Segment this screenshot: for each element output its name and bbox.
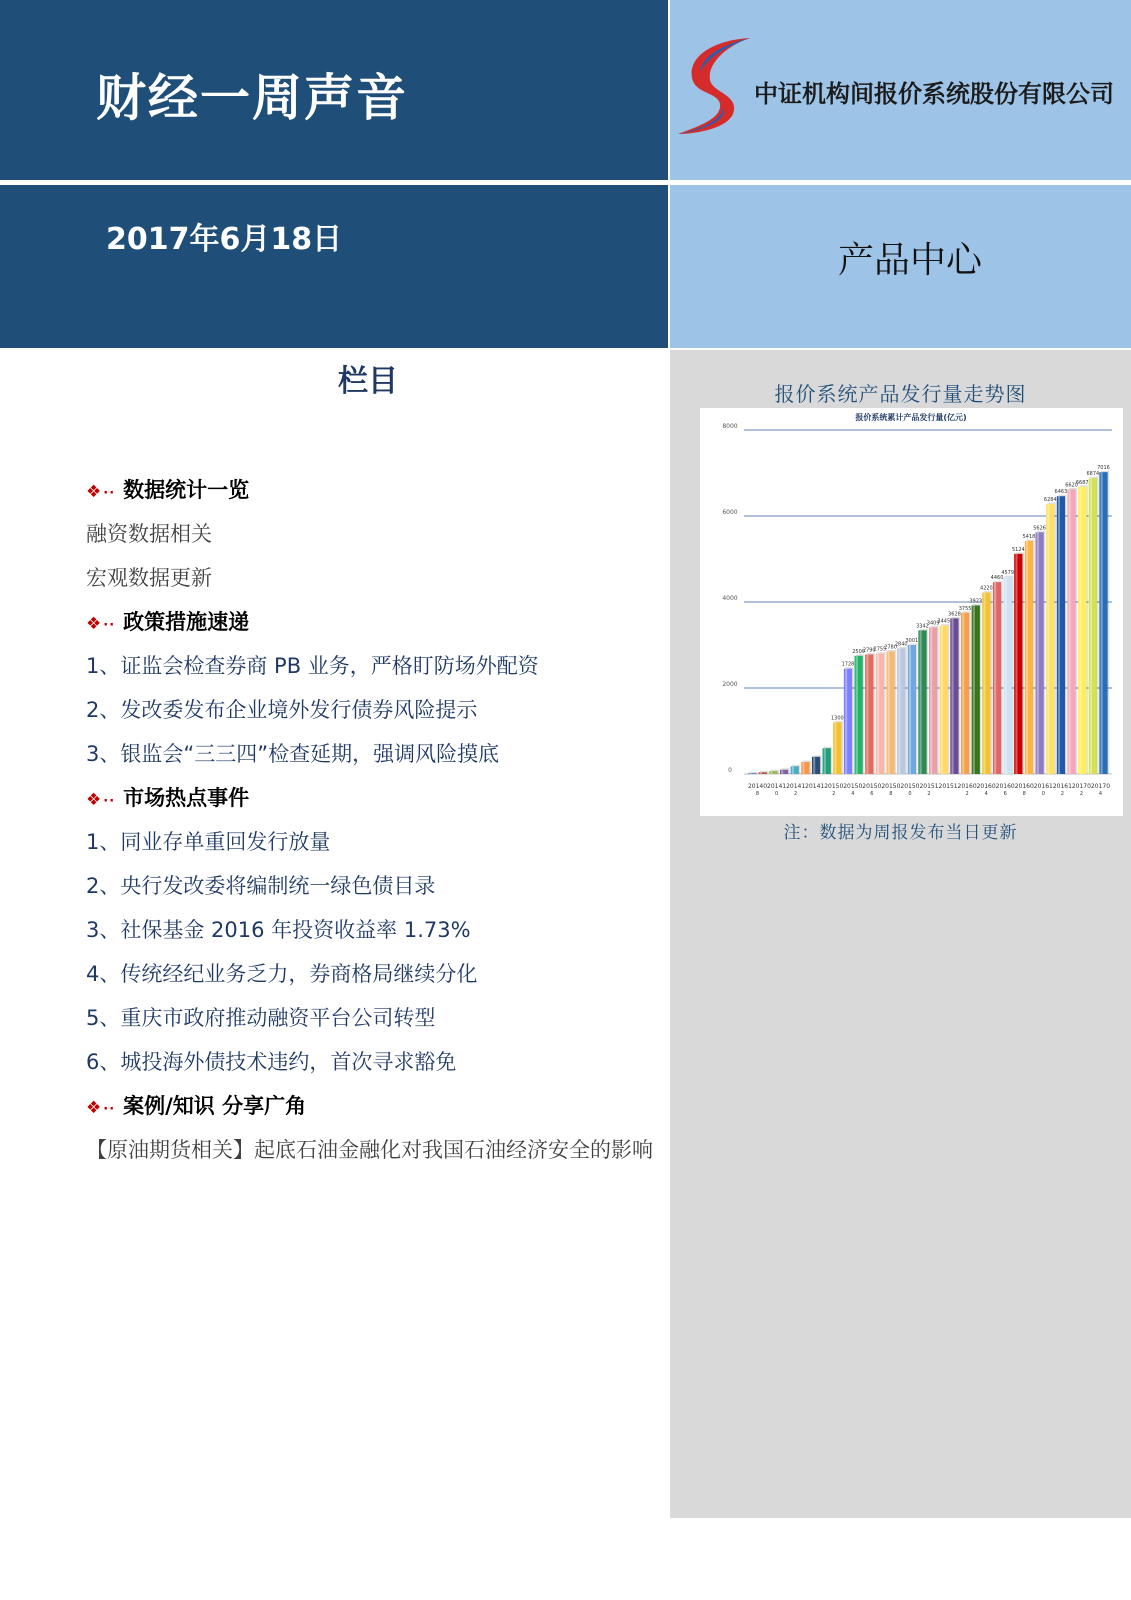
x-tick-sublabel: 2 <box>832 791 836 797</box>
x-tick-label: 20151 <box>938 783 958 790</box>
data-label: 3923 <box>969 598 983 605</box>
chart-caption: 报价系统产品发行量走势图 <box>774 382 1027 406</box>
data-label: 4220 <box>980 585 993 592</box>
bar-highlight <box>792 766 794 774</box>
chart-title: 报价系统累计产品发行量(亿元) <box>855 413 967 422</box>
header-date-band <box>0 185 668 348</box>
x-tick-label: 20160 <box>1014 783 1034 790</box>
x-tick-sublabel: 4 <box>851 791 855 797</box>
bar <box>812 757 820 774</box>
data-label: 5124 <box>1011 546 1025 553</box>
toc-item[interactable]: 5、重庆市政府推动融资平台公司转型 <box>86 1006 436 1030</box>
bar-highlight <box>1090 478 1092 774</box>
toc-section-heading[interactable] <box>86 600 656 644</box>
toc-item[interactable]: 4、传统经纪业务乏力，券商格局继续分化 <box>86 962 478 986</box>
x-tick-sublabel: 2 <box>927 791 931 797</box>
x-tick-label: 20150 <box>881 783 901 790</box>
bar-highlight <box>962 613 964 774</box>
data-label: 6874 <box>1086 471 1100 478</box>
x-tick-sublabel: 4 <box>1098 791 1103 797</box>
department-name: 产品中心 <box>838 240 983 281</box>
bar-highlight <box>845 669 847 774</box>
x-tick-label: 20141 <box>805 783 825 790</box>
bar-highlight <box>898 648 900 774</box>
x-tick-sublabel: 6 <box>870 791 874 797</box>
bullet-dots: ·· <box>103 486 116 501</box>
bar-highlight <box>888 651 890 774</box>
bar <box>918 630 926 774</box>
data-label: 2790 <box>862 647 876 654</box>
toc-item[interactable]: 1、同业存单重回发行放量 <box>86 830 331 854</box>
x-tick-sublabel: 2 <box>965 791 969 797</box>
x-tick-label: 20141 <box>767 783 787 790</box>
data-label: 7016 <box>1097 465 1110 472</box>
toc-item[interactable]: 宏观数据更新 <box>86 566 212 590</box>
bar-highlight <box>824 748 826 774</box>
data-label: 4460 <box>990 575 1004 582</box>
data-label: 4579 <box>1001 570 1015 577</box>
section-label: 政策措施速递 <box>123 610 250 634</box>
bar-highlight <box>1026 541 1028 774</box>
x-tick-label: 20160 <box>957 783 977 790</box>
x-tick-sublabel: 8 <box>755 791 760 797</box>
toc-section-heading[interactable] <box>86 468 656 512</box>
bullet-dots: ·· <box>103 618 116 633</box>
toc-list <box>86 468 656 1172</box>
bar-highlight <box>1015 554 1017 774</box>
toc-section-heading[interactable] <box>86 776 656 820</box>
x-tick-label: 20141 <box>786 783 806 790</box>
bar-highlight <box>877 654 879 774</box>
section-label: 市场热点事件 <box>123 786 250 810</box>
y-tick-label: 8000 <box>722 423 738 430</box>
data-label: 5418 <box>1022 533 1036 540</box>
toc-item[interactable]: 3、社保基金 2016 年投资收益率 1.73% <box>86 918 471 942</box>
toc-item[interactable]: 1、证监会检查券商 PB 业务，严格盯防场外配资 <box>86 654 539 678</box>
bar-highlight <box>813 757 815 774</box>
x-tick-label: 20140 <box>747 783 768 790</box>
bar-highlight <box>1047 504 1049 774</box>
x-tick-sublabel: 4 <box>984 791 988 797</box>
x-tick-label: 20150 <box>862 783 882 790</box>
y-tick-label: 0 <box>728 767 732 774</box>
section-label: 案例/知识 分享广角 <box>123 1094 307 1118</box>
data-label: 3409 <box>926 620 940 627</box>
data-label: 2780 <box>884 644 897 651</box>
issue-date: 2017年6月18日 <box>106 222 343 257</box>
y-tick-label: 4000 <box>722 595 738 602</box>
x-tick-label: 20161 <box>1052 783 1072 790</box>
bar-highlight <box>781 770 783 774</box>
diamond-bullet-icon: ❖ <box>86 482 102 502</box>
x-tick-label: 20151 <box>919 783 939 790</box>
bar-highlight <box>973 605 975 774</box>
data-label: 1728 <box>841 661 855 668</box>
bar <box>1025 541 1033 774</box>
data-label: 6463 <box>1054 489 1068 496</box>
x-tick-sublabel: 2 <box>1060 791 1064 797</box>
bar-highlight <box>930 627 932 774</box>
data-label: 3445 <box>937 618 951 625</box>
bar-highlight <box>909 645 911 774</box>
company-name: 中证机构间报价系统股份有限公司 <box>754 80 1114 108</box>
header-vertical-divider <box>668 0 670 348</box>
diamond-bullet-icon: ❖ <box>86 614 102 634</box>
x-tick-label: 20150 <box>900 783 920 790</box>
x-tick-sublabel: 0 <box>908 791 912 797</box>
bar-highlight <box>1069 489 1071 774</box>
section-label: 数据统计一览 <box>123 478 250 502</box>
x-tick-sublabel: 8 <box>1022 791 1026 797</box>
x-tick-sublabel: 2 <box>794 791 798 797</box>
page-title: 财经一周声音 <box>96 69 408 127</box>
chart-container <box>700 408 1123 816</box>
data-label: 6620 <box>1065 482 1078 489</box>
data-label: 3001 <box>905 638 919 644</box>
bar-highlight <box>1079 487 1081 774</box>
bar-highlight <box>749 773 751 774</box>
bar-highlight <box>1101 472 1103 774</box>
bar-highlight <box>1005 577 1007 774</box>
x-tick-sublabel: 6 <box>1003 791 1007 797</box>
data-label: 1300 <box>830 715 844 722</box>
bar-highlight <box>771 771 773 774</box>
company-logo-icon <box>674 34 754 144</box>
issuance-bar-chart <box>700 408 1123 816</box>
bullet-dots: ·· <box>103 794 116 809</box>
data-label: 3755 <box>958 605 972 612</box>
x-tick-label: 20150 <box>824 783 844 790</box>
bar-highlight <box>920 630 922 774</box>
toc-item[interactable]: 融资数据相关 <box>86 522 212 546</box>
x-tick-sublabel: 2 <box>1079 791 1084 797</box>
toc-item[interactable]: 2、发改委发布企业境外发行债券风险提示 <box>86 698 478 722</box>
x-tick-label: 20170 <box>1071 783 1091 790</box>
x-tick-sublabel: 0 <box>1041 791 1045 797</box>
y-tick-label: 2000 <box>722 681 738 688</box>
bar-highlight <box>994 582 996 774</box>
toc-item[interactable]: 【原油期货相关】起底石油金融化对我国石油经济安全的影响 <box>86 1138 653 1162</box>
bar-highlight <box>760 772 762 774</box>
bar-highlight <box>834 722 836 774</box>
data-label: 3628 <box>948 611 961 618</box>
bar-highlight <box>983 593 985 774</box>
data-label: 3342 <box>916 623 929 630</box>
x-tick-label: 20161 <box>1033 783 1053 790</box>
data-label: 2755 <box>873 646 887 653</box>
bar-highlight <box>1058 496 1060 774</box>
x-tick-label: 20170 <box>1090 783 1111 790</box>
y-tick-label: 6000 <box>722 509 738 516</box>
x-tick-label: 20160 <box>976 783 996 790</box>
diamond-bullet-icon: ❖ <box>86 790 102 810</box>
bar-highlight <box>802 762 804 774</box>
toc-title: 栏目 <box>338 364 398 399</box>
bar-highlight <box>952 618 954 774</box>
bar <box>759 772 767 774</box>
x-tick-label: 20160 <box>995 783 1015 790</box>
diamond-bullet-icon: ❖ <box>86 1098 102 1118</box>
toc-item[interactable]: 2、央行发改委将编制统一绿色债目录 <box>86 874 436 898</box>
data-label: 6284 <box>1043 496 1057 503</box>
bar-highlight <box>1037 532 1039 774</box>
bar-highlight <box>941 626 943 774</box>
bar-highlight <box>856 656 858 774</box>
bar <box>1089 478 1097 774</box>
bullet-dots: ·· <box>103 1102 116 1117</box>
chart-note: 注：数据为周报发布当日更新 <box>783 823 1018 843</box>
data-label: 6687 <box>1075 479 1089 486</box>
toc-section-heading[interactable] <box>86 1084 656 1128</box>
data-label: 2840 <box>894 641 908 648</box>
x-tick-sublabel: 0 <box>774 791 779 797</box>
bar-highlight <box>866 654 868 774</box>
toc-item[interactable]: 6、城投海外债技术违约，首次寻求豁免 <box>86 1050 457 1074</box>
x-tick-sublabel: 8 <box>889 791 893 797</box>
header-divider <box>0 180 1131 185</box>
bar <box>1057 496 1065 774</box>
data-label: 2500 <box>852 648 865 655</box>
toc-item[interactable]: 3、银监会“三三四”检查延期，强调风险摸底 <box>86 742 500 766</box>
x-tick-label: 20150 <box>843 783 863 790</box>
data-label: 5626 <box>1033 525 1046 532</box>
